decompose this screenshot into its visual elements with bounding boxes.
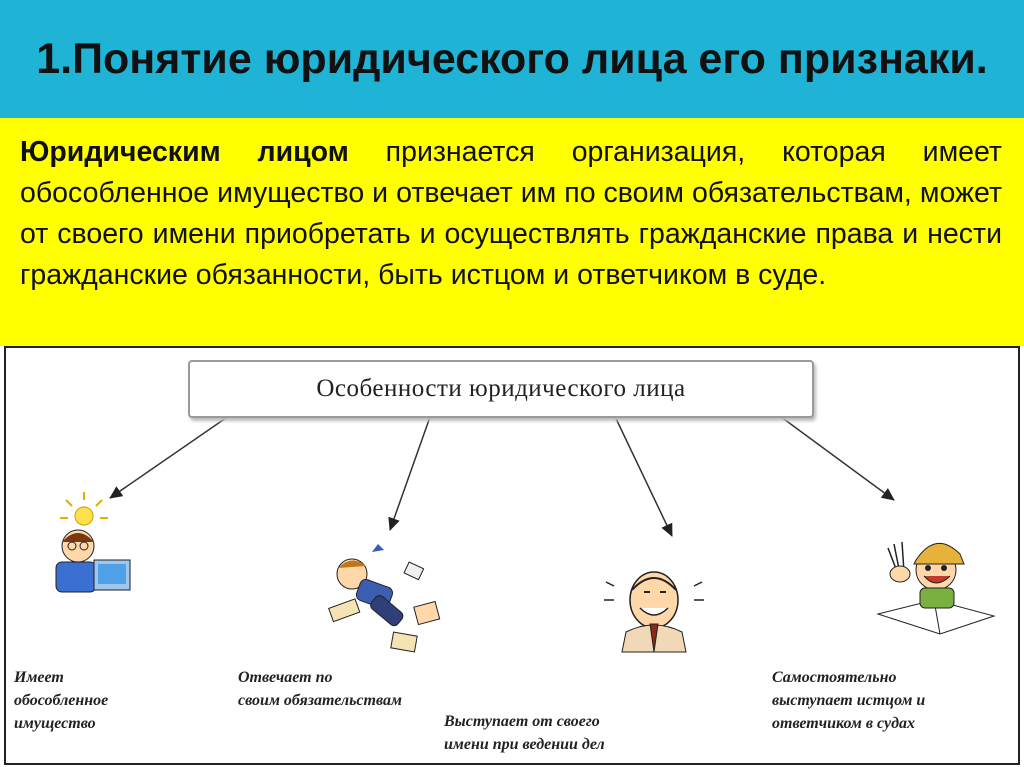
definition-text: признается организация, которая имеет обособленное имущество и отвечает им по своим обязательствам, может от своего имени приобретать и осуществлять гражданские права и нести гражданские обязанности, быть истцом и ответчиком в суде.: [20, 136, 1002, 291]
diagram-header: Особенности юридического лица: [316, 375, 686, 402]
diagram-header-box: [188, 360, 814, 418]
feature-label-1: Имеет обособленное имущество: [14, 669, 109, 732]
feature-label-4: Самостоятельно выступает истцом и ответчиком в судах: [772, 669, 926, 732]
feature-label-3: Выступает от своего имени при ведении дел: [444, 713, 605, 753]
definition-box: [0, 118, 1024, 346]
definition-term: Юридическим лицом: [20, 136, 349, 168]
feature-label-2: Отвечает по своим обязательствам: [238, 669, 402, 709]
title-bar: [0, 0, 1024, 118]
slide-title: 1.Понятие юридического лица его признаки.: [36, 35, 988, 83]
arrow-3: [610, 406, 672, 536]
smiling-man-icon: [604, 572, 704, 652]
definition-paragraph: [20, 132, 1002, 296]
person-with-computer-icon: [56, 492, 130, 592]
features-diagram: [4, 346, 1020, 765]
cheering-person-icon: [878, 542, 994, 634]
falling-person-icon: [329, 544, 440, 652]
arrow-2: [390, 400, 436, 530]
